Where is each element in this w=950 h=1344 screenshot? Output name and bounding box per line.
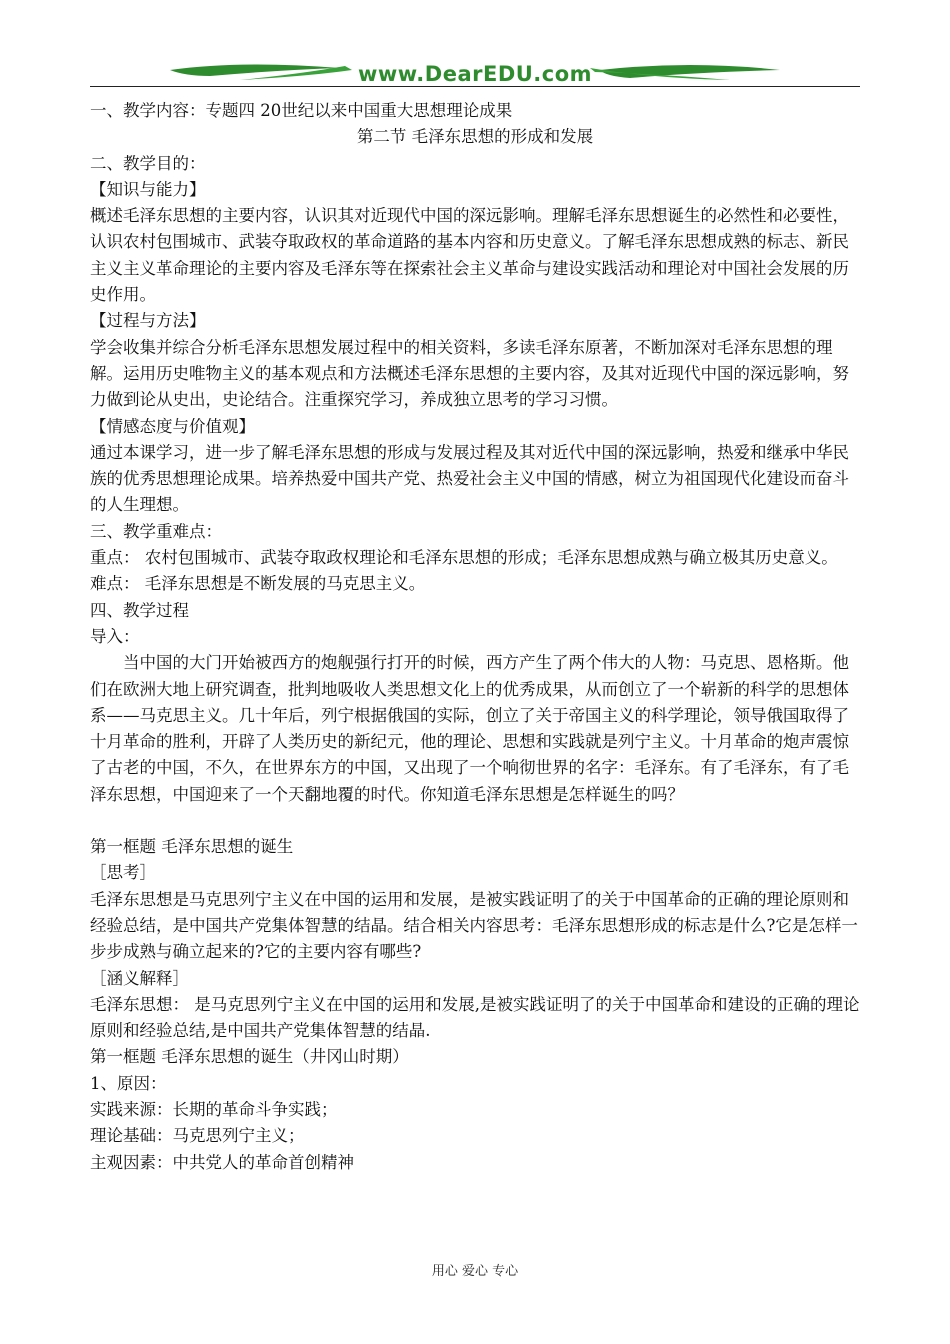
paragraph: 毛泽东思想是马克思列宁主义在中国的运用和发展，是被实践证明了的关于中国革命的正确的理论原则和经验总结，是中国共产党集体智慧的结晶。结合相关内容思考：毛泽东思想形成的标志是什么?它是怎样一步步成熟与确立起来的?它的主要内容有哪些? bbox=[90, 889, 858, 962]
paragraph: 毛泽东思想： 是马克思列宁主义在中国的运用和发展,是被实践证明了的关于中国革命和建设的正确的理论原则和经验总结,是中国共产党集体智慧的结晶. bbox=[90, 994, 860, 1041]
subheading: 【情感态度与价值观】 bbox=[90, 416, 255, 436]
blank-line bbox=[90, 808, 860, 834]
subheading: ［涵义解释］ bbox=[90, 968, 189, 988]
subheading: 第一框题 毛泽东思想的诞生 bbox=[90, 837, 294, 857]
section-heading: 一、教学内容：专题四 20世纪以来中国重大思想理论成果 bbox=[90, 101, 513, 120]
section-heading: 四、教学过程 bbox=[90, 600, 189, 620]
list-item: 1、原因： bbox=[90, 1073, 167, 1093]
list-item: 主观因素：中共党人的革命首创精神 bbox=[90, 1152, 354, 1172]
key-point: 重点： 农村包围城市、武装夺取政权理论和毛泽东思想的形成；毛泽东思想成熟与确立极其历史意义。 bbox=[90, 548, 838, 568]
logo-text: www.DearEDU.com bbox=[357, 62, 593, 86]
list-item: 实践来源：长期的革命斗争实践； bbox=[90, 1099, 338, 1119]
list-item: 理论基础：马克思列宁主义； bbox=[90, 1126, 305, 1146]
subheading: 第一框题 毛泽东思想的诞生（井冈山时期） bbox=[90, 1047, 409, 1067]
paragraph: 通过本课学习，进一步了解毛泽东思想的形成与发展过程及其对近代中国的深远影响，热爱和继承中华民族的优秀思想理论成果。培养热爱中国共产党、热爱社会主义中国的情感，树立为祖国现代化建设而奋斗的人生理想。 bbox=[90, 442, 849, 515]
page-footer: 用心 爱心 专心 bbox=[431, 1264, 519, 1279]
paragraph: 概述毛泽东思想的主要内容，认识其对近现代中国的深远影响。理解毛泽东思想诞生的必然性和必要性，认识农村包围城市、武装夺取政权的革命道路的基本内容和历史意义。了解毛泽东思想成熟的标志、新民主义主义革命理论的主要内容及毛泽东等在探索社会主义革命与建设实践活动和理论对中国社会发展的历史作用。 bbox=[90, 206, 849, 305]
subheading: 导入： bbox=[90, 626, 140, 646]
document-body bbox=[90, 98, 860, 1176]
paragraph: 学会收集并综合分析毛泽东思想发展过程中的相关资料，多读毛泽东原著，不断加深对毛泽东思想的理解。运用历史唯物主义的基本观点和方法概述毛泽东思想的主要内容，及其对近现代中国的深远影响，努力做到论从史出，史论结合。注重探究学习，养成独立思考的学习习惯。 bbox=[90, 337, 849, 410]
section-heading: 二、教学目的： bbox=[90, 153, 206, 173]
header-rule bbox=[90, 86, 860, 87]
section-subtitle: 第二节 毛泽东思想的形成和发展 bbox=[356, 127, 594, 147]
section-heading: 三、教学重难点： bbox=[90, 521, 222, 541]
subheading: 【知识与能力】 bbox=[90, 179, 206, 199]
subheading: 【过程与方法】 bbox=[90, 311, 206, 331]
difficult-point: 难点： 毛泽东思想是不断发展的马克思主义。 bbox=[90, 574, 426, 594]
subheading: ［思考］ bbox=[90, 863, 156, 883]
paragraph: 当中国的大门开始被西方的炮舰强行打开的时候，西方产生了两个伟大的人物：马克思、恩格斯。他们在欧洲大地上研究调查，批判地吸收人类思想文化上的优秀成果，从而创立了一个崭新的科学的思想体系——马克思主义。几十年后，列宁根据俄国的实际，创立了关于帝国主义的科学理论，领导俄国取得了十月革命的胜利，开辟了人类历史的新纪元，他的理论、思想和实践就是列宁主义。十月革命的炮声震惊了古老的中国，不久，在世界东方的中国，又出现了一个响彻世界的名字：毛泽东。有了毛泽东，有了毛泽东思想，中国迎来了一个天翻地覆的时代。你知道毛泽东思想是怎样诞生的吗？ bbox=[90, 653, 849, 804]
